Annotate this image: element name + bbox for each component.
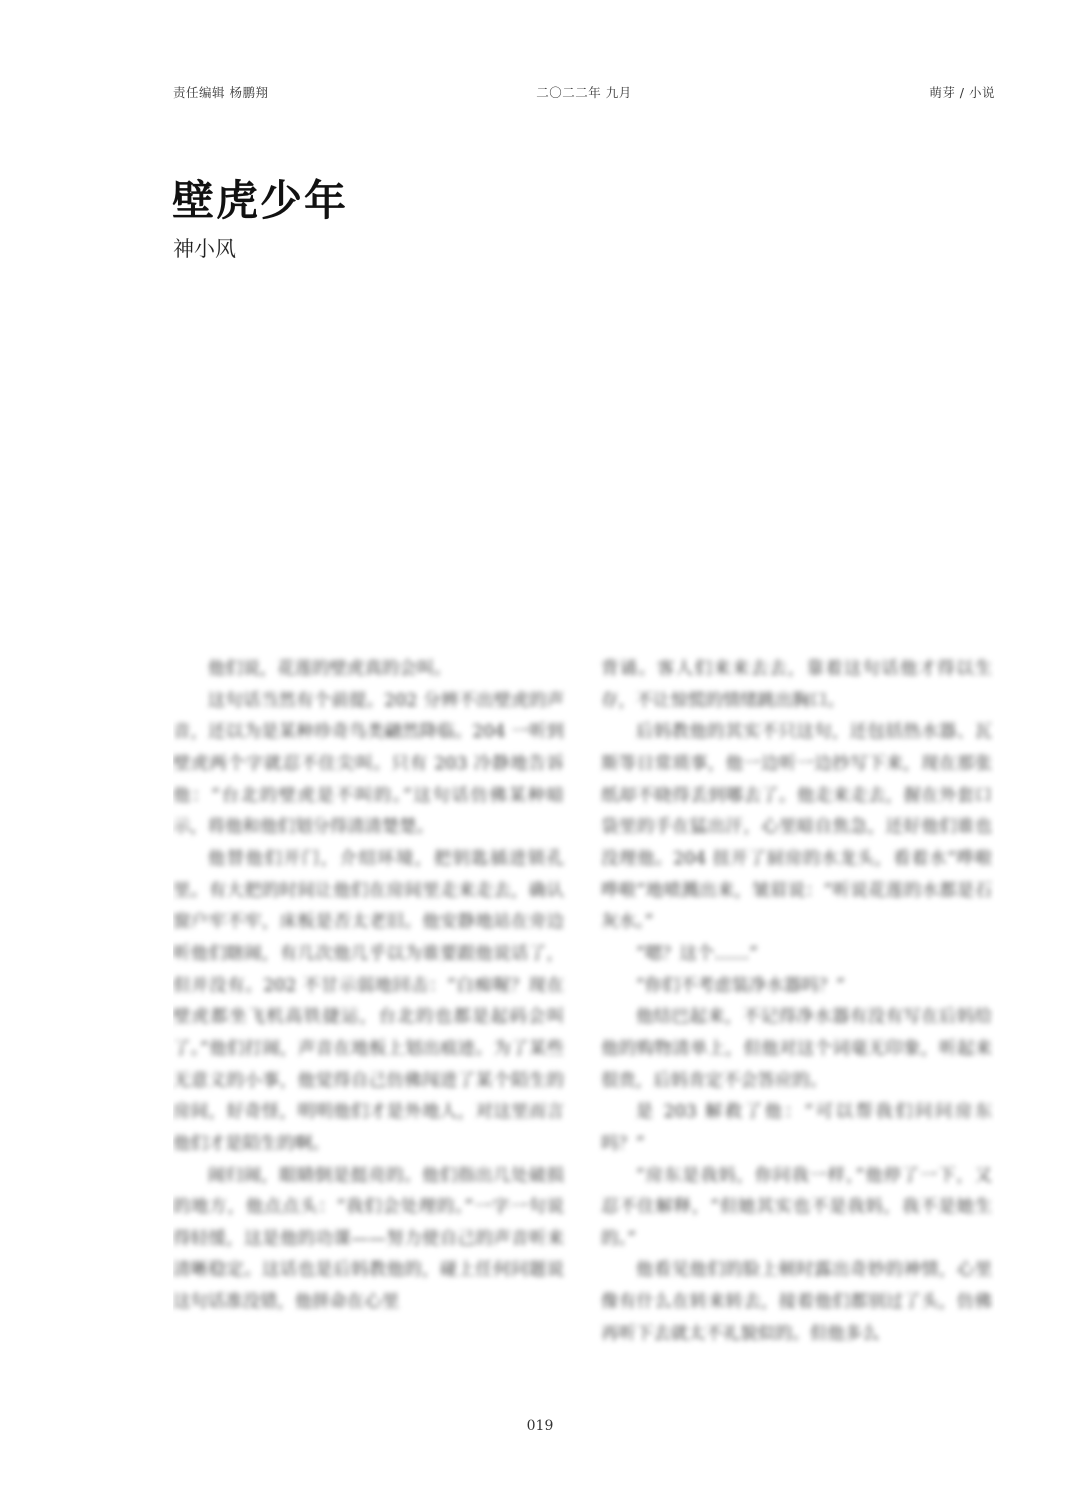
paragraph: 他看见他们的脸上顿时露出奇妙的神情，心里像有什么在转来转去，接着他们都别过了头，仿佛再听下去就太不礼貌似的。但他多么 (601, 1260, 992, 1344)
article-title: 壁虎少年 (172, 176, 349, 225)
paragraph: 这句话当然有个前提。202 分辨不出壁虎的声音，还以为是某种珍奇鸟类翩然降临。204 一听到壁虎两个字就忍不住尖叫。只有 203 冷静地告诉他：“台北的壁虎是不叫的。”这句话仿佛某种暗示，将他和他们划分得清清楚楚。 (173, 690, 564, 838)
page-number: 019 (526, 1418, 554, 1434)
body-column-right (601, 654, 992, 1366)
body-column-left (173, 654, 564, 1366)
paragraph-continued: 背诵。客人们来来去去，靠着这句话他才得以生存，不让惊慌的情绪跳出胸口。 (601, 659, 992, 711)
editor-credit: 责任编辑 杨鹏翔 (173, 85, 269, 100)
paragraph: 是 203 解救了他：“可以帮我们问问房东吗？” (601, 1102, 992, 1154)
article-body (173, 654, 995, 1366)
paragraph: “房东是我妈，你问我一样，”他停了一下，又忍不住解释，“但她其实也不是我妈，我不是她生的。” (601, 1165, 992, 1249)
paragraph: 他们说，花莲的壁虎真的会叫。 (207, 659, 452, 679)
paragraph: “嗯？这个……” (635, 943, 758, 964)
running-head (173, 83, 995, 103)
article-author: 神小风 (173, 237, 236, 261)
paragraph: 他替他们开门，介绍环境，把钥匙插进锁孔里。有大把的时间让他们在房间里走来走去，确认窗户牢不牢，床板是否太老旧。他安静地站在旁边听他们瞎闹，有几次他几乎以为谁要跟他说话了，但并没有。202 不甘示弱地回击：“白痴喔？现在壁虎都坐飞机高铁捷运，台北的也都是起码会叫了。”他们打闹，声音在地板上划出痕迹。为了某些无意义的小事，他觉得自己仿佛闯进了某个陌生的房间，好奇怪，明明他们才是外地人，对这里而言他们才是陌生的啊。 (173, 848, 564, 1154)
paragraph: 后妈教他的其实不只这句，还包括热水器、瓦斯等日常琐事，他一边听一边抄写下来，现在那张纸却不晓得丢到哪去了。他走来走去，握在外套口袋里的手在猛出汗，心里暗自焦急，还好他们谁也没理他。204 扭开了厨房的水龙头，看着水“哗啦哗啦”地喷溅出来，皱眉说：“听说花莲的水都是石灰水。” (601, 722, 992, 933)
issue-date: 二〇二二年 九月 (536, 85, 632, 100)
paragraph: 他结巴起来，不记得净水器有没有写在后妈给他的购物清单上，但他对这个词毫无印象，听起来很贵，后妈肯定不会答应的。 (601, 1007, 992, 1091)
paragraph: “你们不考虑装净水器吗？” (635, 975, 845, 996)
section-label: 萌芽 / 小说 (929, 85, 995, 100)
paragraph: 闹归闹，眼睛倒是挺亮的。他们指出几处破损的地方，他点点头：“我们会处理的。”一字一句说得轻缓，这是他的功课——努力使自己的声音听来清晰稳定。这话也是后妈教他的，碰上任何问题说这句话准没错，他拼命在心里 (173, 1165, 564, 1313)
